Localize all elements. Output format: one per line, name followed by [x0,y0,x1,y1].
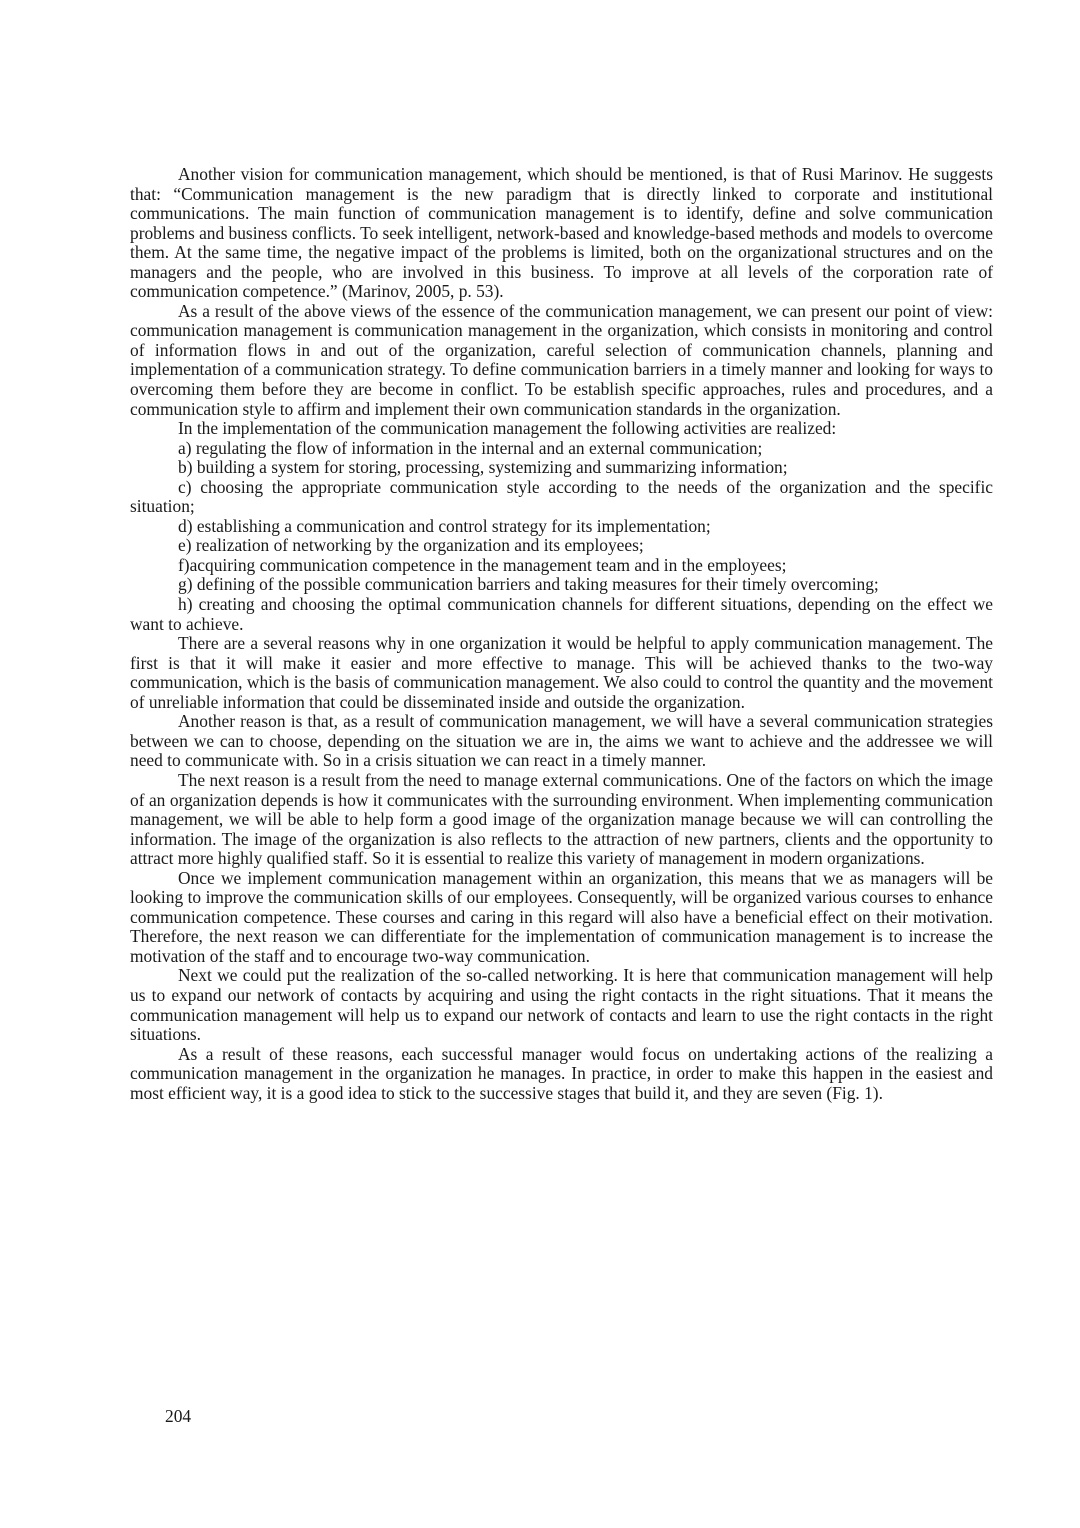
list-item-e: e) realization of networking by the organization and its employees; [178,535,644,556]
paragraph-conclusion: As a result of these reasons, each successful manager would focus on undertaking actions of the realizing a communication management in the organization he manages. In practice, in order to make this happen in the easiest and most efficient way, it is a good idea to stick to the successive stages that build it, and they are seven (Fig. 1). [130,1043,993,1103]
page-number: 204 [165,1406,192,1426]
list-item-c: c) choosing the appropriate communication style according to the needs of the organization and the specific situation; [130,476,993,517]
list-item-a: a) regulating the flow of information in the internal and an external communication; [178,437,763,458]
list-item-d: d) establishing a communication and control strategy for its implementation; [178,515,711,536]
list-item-f: f)acquiring communication competence in the management team and in the employees; [178,554,787,575]
paragraph-marinov-vision: Another vision for communication management, which should be mentioned, is that of Rusi Marinov. He suggests that: “Communication management is the new paradigm that is directly linked to corporate and institutional communications. The main function of communication management is to identify, define and solve communication problems and business conflicts. To seek intelligent, network-based and knowledge-based methods and models to overcome them. At the same time, the negative impact of the problems is limited, both on the organizational structures and on the managers and the people, who are involved in this business. To improve at all levels of the corporation rate of communication competence.” (Marinov, 2005, p. 53). [130,164,993,302]
paragraph-point-of-view: As a result of the above views of the essence of the communication management, we can present our point of view: communication management is communication management in the organization, which consists in monitoring and control of information flows in and out of the organization, careful selection of communication channels, planning and implementation of a communication strategy. To define communication barriers in a timely manner and looking for ways to overcoming them before they are become in conflict. To be establish specific approaches, rules and procedures, and a communication style to affirm and implement their own communication standards in the organization. [130,300,993,419]
paragraph-motivation: Once we implement communication management within an organization, this means that we as managers will be looking to improve the communication skills of our employees. Consequently, will be organized various courses to enhance communication competence. These courses and caring in this regard will also have a beneficial effect on their motivation. Therefore, the next reason we can differentiate for the implementation of communication management is to increase the motivation of the staff and to encourage two-way communication. [130,867,993,966]
list-item-b: b) building a system for storing, processing, systemizing and summarizing information; [178,457,788,478]
list-item-g: g) defining of the possible communication barriers and taking measures for their timely overcoming; [178,574,879,595]
paragraph-reasons: There are a several reasons why in one organization it would be helpful to apply communication management. The first is that it will make it easier and more effective to manage. This will be achieved thanks to the two-way communication, which is the basis of communication management. We also could to control the quantity and the movement of unreliable information that could be disseminated inside and outside the organization. [130,633,993,712]
paragraph-networking: Next we could put the realization of the so-called networking. It is here that communication management will help us to expand our network of contacts by acquiring and using the right contacts in the right situations. That it means the communication management will help us to expand our network of contacts and learn to use the right contacts in the right situations. [130,965,993,1045]
paragraph-another-reason: Another reason is that, as a result of communication management, we will have a several communication strategies between we can to choose, depending on the situation we are in, the aims we want to achieve and the addressee we will need to communicate with. So in a crisis situation we can react in a timely manner. [130,711,993,771]
list-item-h: h) creating and choosing the optimal communication channels for different situations, depending on the effect we want to achieve. [130,594,993,634]
body-text [130,165,993,1103]
paragraph-activities-intro: In the implementation of the communication management the following activities are realized: [178,418,837,439]
paragraph-next-reason: The next reason is a result from the need to manage external communications. One of the factors on which the image of an organization depends is how it communicates with the surrounding environment. When implementing communication management, we will be able to help form a good image of the organization manage because we will can controlling the information. The image of the organization is also reflects to the attraction of new partners, clients and the opportunity to attract more highly qualified staff. So it is essential to realize this variety of management in modern organizations. [130,769,993,869]
